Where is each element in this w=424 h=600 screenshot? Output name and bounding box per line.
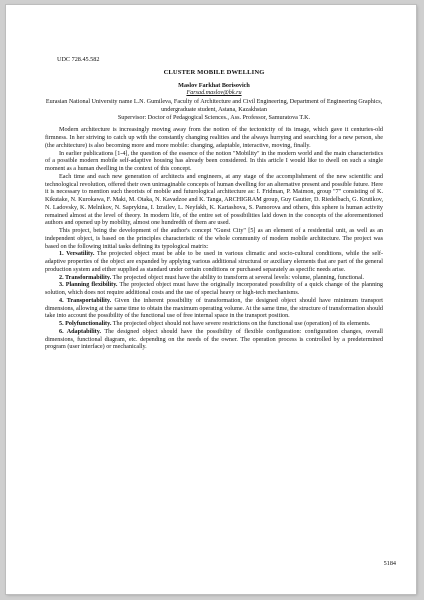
- task-text: The projected object should not have severe restrictions on the functional use (operation) of its elements.: [111, 321, 371, 327]
- paper-title: CLUSTER MOBILE DWELLING: [163, 68, 265, 76]
- task-text: The projected object must be able to be used in various climatic and socio-cultural conditions, while the self-adaptive properties of the object are expanded by applying various additional structural or auxiliary elements that are part of the general production system and either supplied as standard under certain conditions or purchased separately as specific needs arise.: [45, 251, 383, 273]
- task-item-adaptability: [45, 329, 383, 352]
- udc-code: UDC 728.45.582: [57, 56, 100, 63]
- task-item-planning-flexibility: [45, 282, 383, 298]
- task-item-polyfunctionality: [45, 321, 383, 329]
- paragraph: Modern architecture is increasingly moving away from the notion of the tectonicity of its image, which gave it centuries-old firmness. In her striving to catch up with the constantly changing realities and the always hurrying and searching for a new person, she (the architecture) is also becoming more and more mobile: changing, adaptable, interactive, moving, finally.: [45, 127, 383, 149]
- task-text: Given the inherent possibility of transformation, the designed object should have minimum transport dimensions, allowing at the same time to obtain the maximum operating volume. At the same time, the structure of transformation should take into account the possibility of the functional use of free internal space in the transport position.: [45, 297, 383, 320]
- author-name: Maslov Farkhat Borisovich: [178, 82, 250, 89]
- affiliation-block: [45, 99, 383, 122]
- task-label: 3. Planning flexibility.: [59, 282, 118, 289]
- page-content: [45, 56, 383, 352]
- paragraph: In earlier publications [1-4], the question of the essence of the notion "Mobility" in the modern world and the main characteristics of a possible modern mobile self-adaptive housing has already been considered. In this article I would like to dwell on such a single moment as a human dwelling in the context of this concept.: [45, 150, 383, 172]
- paragraph: Each time and each new generation of architects and engineers, at any stage of the accomplishment of the new scientific and technological revolution, offered their own unimaginable concepts of human dwelling for an alternative present and possible future. Here it is necessary to mention such theorists of mobile and futurological architecture as: I. Fridman, P. Maimon, group "7" consisting of K. Kikutake, N. Kurokawa, F. Maki, M. Otaka, N. Kavadzoe and K. Tanga, ARCHIGRAM group, Guy Gautier, D. Riedelbach, G. Krutikov, N. Ladovsky, K. Melnikov, N. Saprykina, I. Izrailev, L. Neyfakh, K. Kartashova, S. Pamorova and others, this sphere is human activity remained almost at the level of theory. In modern life, of the entire set of possibilities laid down in the concepts of the aforementioned authors and opened up by mobility, almost one hundredth of them are used.: [45, 173, 383, 227]
- task-label: 2. Transformability.: [59, 274, 112, 281]
- paragraph: This project, being the development of the author's concept "Guest City" [5] as an element of a residential unit, as well as an independent object, is based on the principles characteristic of the whole community of modern mobile architecture. The project was based on the following initial tasks defining its typological matrix:: [45, 228, 383, 250]
- article-body: [45, 127, 383, 352]
- task-label: 6. Adaptability.: [59, 328, 101, 335]
- supervisor-line: Supervisor: Doctor of Pedagogical Sciences., Ass. Professor, Samuratova T.K.: [117, 114, 311, 121]
- task-label: 5. Polyfunctionality.: [59, 321, 112, 327]
- author-email-link[interactable]: Farsad.maslov@bk.ru: [186, 90, 242, 97]
- task-item-transportability: [45, 298, 383, 321]
- task-item-versatility: [45, 251, 383, 274]
- task-text: The projected object must have the ability to transform at several levels: volume, planning, functional.: [111, 274, 365, 281]
- task-text: The projected object must have the originally incorporated possibility of a quick change of the planning solution, which does not require additional costs and the use of special heavy or high-tech mechanisms.: [45, 282, 383, 296]
- affiliation-line: Eurasian National University name L.N. Gumileva, Faculty of Architecture and Civil Engineering, Department of Engineering Graphics, undergraduate student, Astana, Kazakhstan: [45, 99, 383, 113]
- task-text: The designed object should have the possibility of flexible configuration: configuration changes, overall dimensions, functional diagram, etc. depending on the needs of the owner. The operation process is controlled by a predetermined program (user interface) or mechanically.: [45, 328, 383, 351]
- page-number: 5184: [383, 560, 396, 567]
- document-page: [6, 5, 416, 594]
- task-label: 1. Versatility.: [59, 251, 95, 258]
- task-label: 4. Transportability.: [59, 297, 112, 304]
